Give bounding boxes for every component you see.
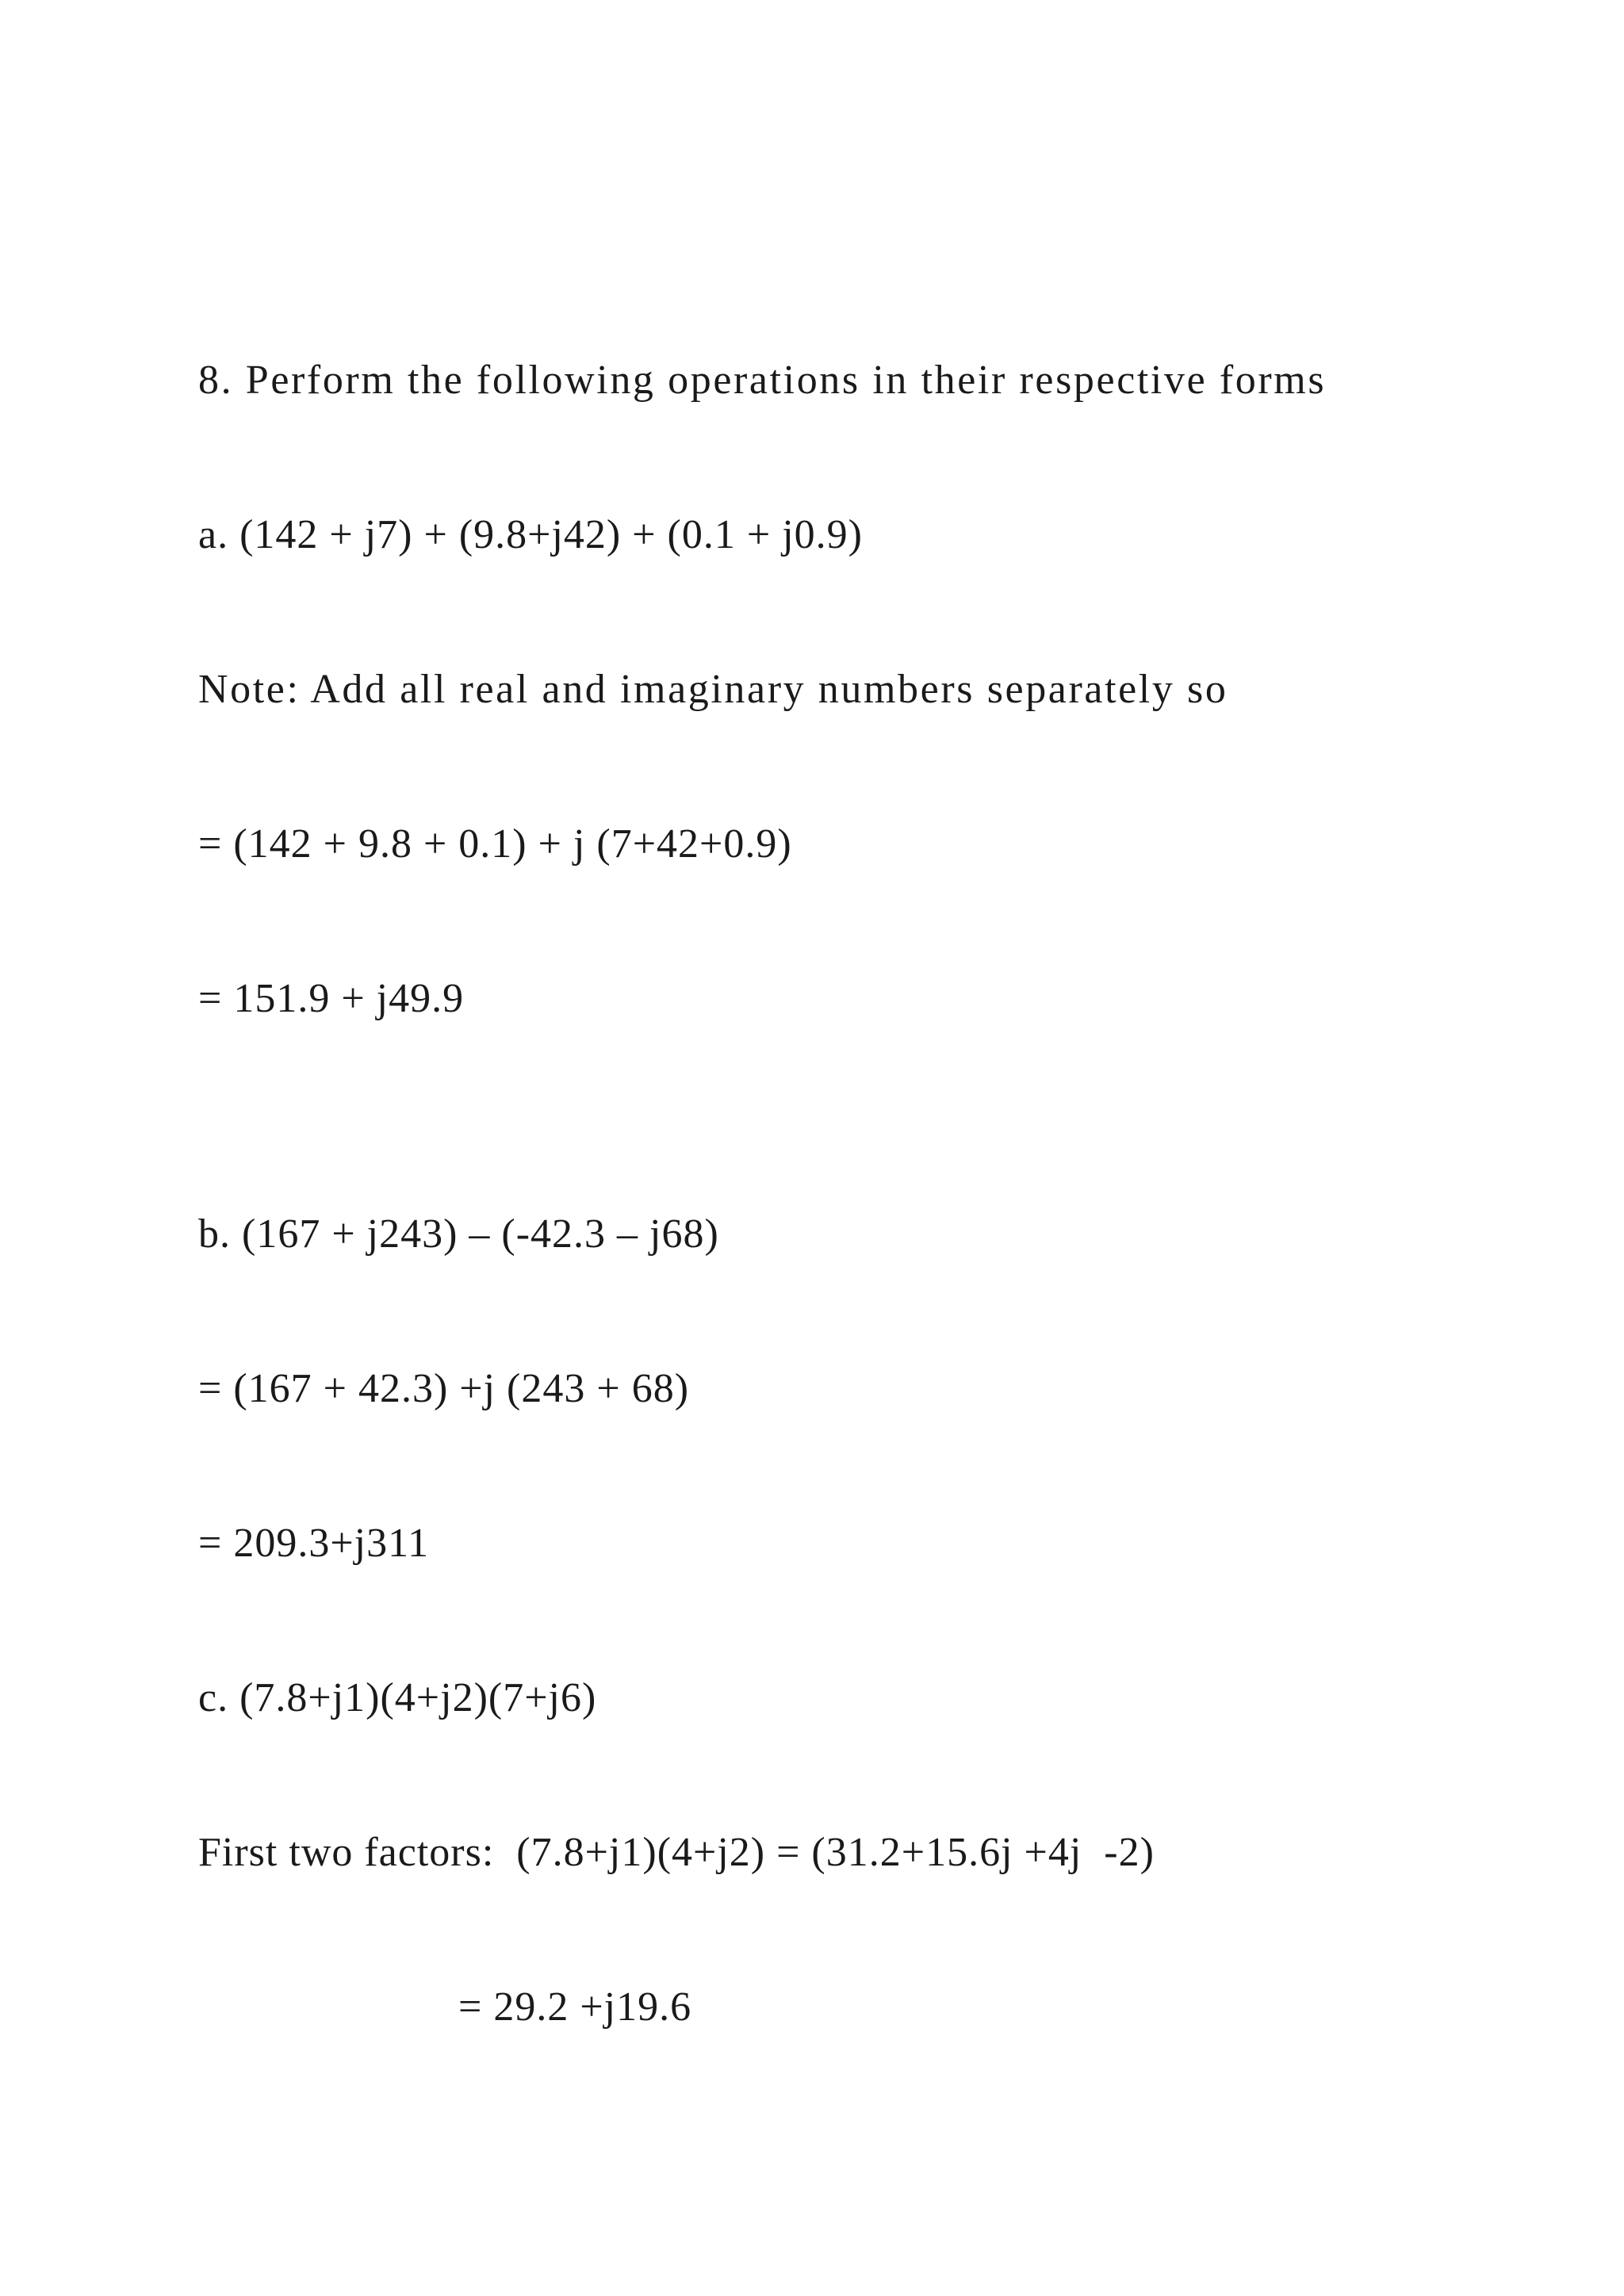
part-c-first-two-result: = 29.2 +j19.6: [458, 1984, 692, 2030]
part-b-result: = 209.3+j311: [198, 1521, 430, 1566]
part-a-problem: a. (142 + j7) + (9.8+j42) + (0.1 + j0.9): [198, 512, 863, 557]
part-b-step: = (167 + 42.3) +j (243 + 68): [198, 1366, 690, 1411]
part-a-note: Note: Add all real and imaginary numbers separately so: [198, 667, 1228, 712]
part-c-problem: c. (7.8+j1)(4+j2)(7+j6): [198, 1675, 597, 1720]
part-c-first-two-factors: First two factors: (7.8+j1)(4+j2) = (31.2+15.6j +4j -2): [198, 1830, 1155, 1875]
part-a-result: = 151.9 + j49.9: [198, 976, 465, 1021]
part-a-step: = (142 + 9.8 + 0.1) + j (7+42+0.9): [198, 821, 792, 867]
question-heading: 8. Perform the following operations in their respective forms: [198, 358, 1327, 403]
part-b-problem: b. (167 + j243) – (-42.3 – j68): [198, 1211, 719, 1257]
